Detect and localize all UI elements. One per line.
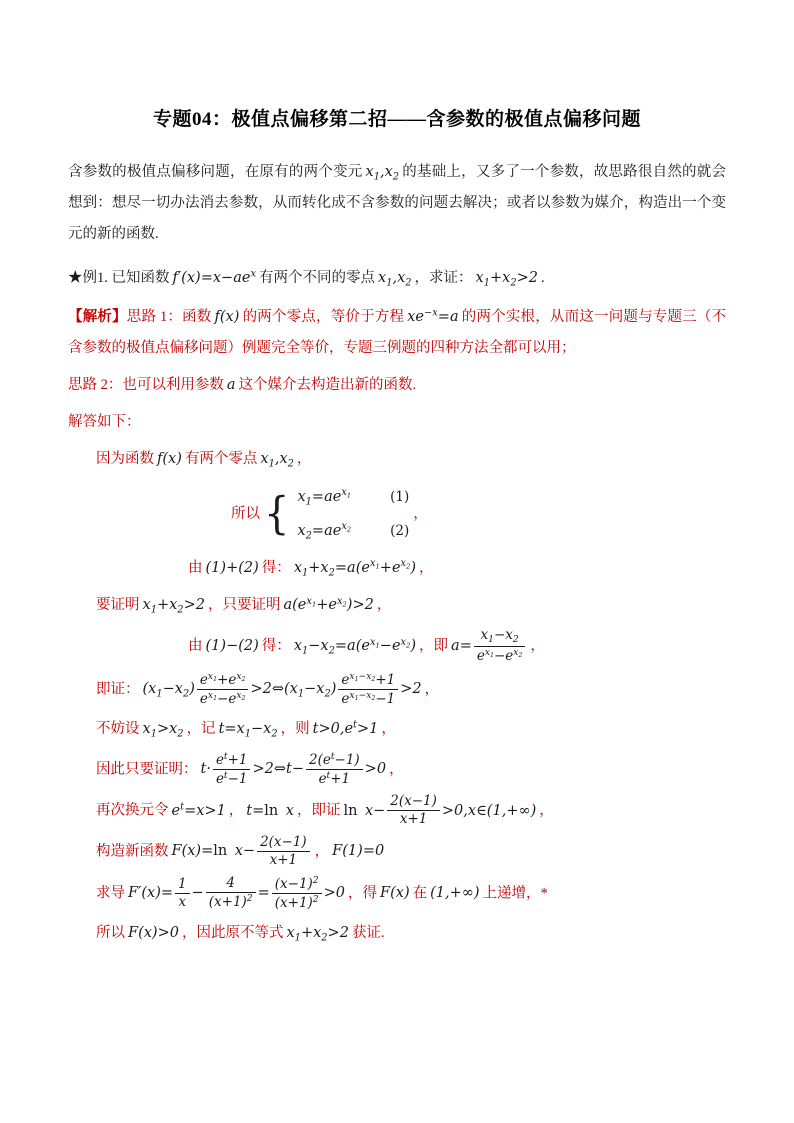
step-substitution-t <box>68 714 726 745</box>
superscript: x1 <box>207 689 218 702</box>
superscript: x1 <box>484 646 494 660</box>
denominator: x <box>175 893 190 911</box>
math-expression: F(x)=ln x− $\frac{2(x-1)}{x+1}$ <box>172 843 312 859</box>
equation-row <box>294 482 409 513</box>
subscript: 1 <box>375 562 380 571</box>
math-expression: a <box>226 377 236 394</box>
chinese-text: ， <box>376 597 392 614</box>
subscript: 1 <box>354 694 359 702</box>
chinese-text: 再次换元令 <box>96 802 169 819</box>
subscript: 2 <box>371 675 376 683</box>
math-expression: (1)+(2) <box>205 559 259 576</box>
step-add-equations <box>68 553 726 584</box>
ln-operator: ln <box>343 802 361 819</box>
analysis-label: 【解析】 <box>68 308 127 325</box>
step-subtract-equations <box>68 627 726 665</box>
superscript: x2 <box>341 521 352 534</box>
chinese-text: 不妨设 <box>96 720 140 737</box>
subscript: 2 <box>305 530 312 542</box>
chinese-text: 构造新函数 <box>96 843 169 860</box>
fraction <box>197 671 249 708</box>
math-expression: (1,+∞) <box>430 885 480 902</box>
superscript: x1 <box>369 558 380 571</box>
numerator: 2(x−1) <box>260 834 307 851</box>
equation-number: (1) <box>390 488 410 505</box>
equation-number: (2) <box>390 522 410 539</box>
subscript: 1 <box>213 694 218 702</box>
denominator: x+1 <box>257 851 310 869</box>
subscript: 1 <box>483 276 490 288</box>
chinese-text: 在 <box>412 885 428 902</box>
math-expression: $x_1=ae^{x_1}$ <box>297 487 352 507</box>
math-expression: $x_2=ae^{x_2}$ <box>297 521 352 542</box>
subscript: 1 <box>311 599 317 608</box>
math-expression: $a(e^{x_1}+e^{x_2})>2$ <box>283 595 374 614</box>
chinese-text: ，得 <box>348 885 378 902</box>
chinese-text: ， <box>530 638 545 654</box>
chinese-text: 即证： <box>96 681 140 698</box>
math-expression: $x_1+x_2>2$ <box>286 924 349 943</box>
subscript: 1 <box>213 675 218 683</box>
math-expression: $t>0,e^t>1$ <box>312 719 379 737</box>
fraction <box>206 875 256 911</box>
step-equivalent-inequality <box>68 671 726 708</box>
subscript: 2 <box>324 688 331 700</box>
chinese-text: ，即 <box>419 638 449 654</box>
math-expression: $x_1,x_2$ <box>365 164 400 183</box>
ln-operator: ln <box>264 802 282 819</box>
chinese-text: ，记 <box>186 720 216 737</box>
math-expression: f(x) <box>214 308 240 325</box>
subscript: 2 <box>241 675 246 683</box>
subscript: 1 <box>150 604 157 616</box>
denominator: $e^t+1$ <box>306 769 363 788</box>
step-because-zeros <box>68 444 726 475</box>
fraction <box>306 751 363 788</box>
superscript: x2 <box>236 689 246 702</box>
chinese-text: ， <box>389 761 404 778</box>
equation-rows <box>294 482 409 547</box>
subscript: 2 <box>405 276 412 288</box>
equation-system <box>264 482 409 547</box>
subscript: 2 <box>241 694 246 702</box>
chinese-text: . <box>540 269 545 286</box>
superscript: x2 <box>400 636 411 649</box>
step-substitution-x <box>68 793 726 828</box>
superscript: x1−x2 <box>349 670 376 683</box>
chinese-text: 因此只要证明： <box>96 761 198 778</box>
subscript: 1 <box>294 932 301 943</box>
equation-row <box>294 516 409 547</box>
chinese-text: 要证明 <box>96 597 140 614</box>
chinese-text: ， <box>413 505 428 522</box>
math-expression: F(1)=0 <box>332 843 385 860</box>
chinese-text: 解答如下： <box>68 414 141 431</box>
chinese-text: 得： <box>261 638 291 654</box>
subscript: 2 <box>510 276 517 288</box>
chinese-text: 获证. <box>351 924 385 941</box>
ln-operator: ln <box>213 843 231 860</box>
subscript: 1 <box>302 645 309 657</box>
subscript: 1 <box>373 171 380 183</box>
subscript: 2 <box>371 694 376 702</box>
subscript: 1 <box>302 567 309 579</box>
chinese-text: ， <box>296 451 312 468</box>
math-expression: t· $\frac{e^t+1}{e^t-1}$ >2⇔t− $\frac{2(e^t-1)}{e^t+1}$ >0 <box>200 750 387 787</box>
denominator: $e^{x_1-x_2}-1$ <box>338 689 398 708</box>
step-conclusion <box>68 918 726 949</box>
subscript: 2 <box>518 652 523 660</box>
math-expression: $x_1,x_2$ <box>260 451 294 470</box>
chinese-text: 思路 1：函数 <box>126 308 212 325</box>
math-expression: F(x)>0 <box>128 924 179 941</box>
chinese-text: ，求证： <box>414 269 473 286</box>
chinese-text: ， <box>381 720 396 737</box>
numerator: $2(e^t-1)$ <box>309 750 360 768</box>
subscript: 1 <box>375 640 380 649</box>
superscript: t <box>326 769 331 781</box>
superscript: t <box>353 719 357 731</box>
page-title: 专题04：极值点偏移第二招——含参数的极值点偏移问题 <box>152 109 641 130</box>
chinese-text: 求导 <box>96 885 125 902</box>
superscript: x1 <box>341 487 352 500</box>
fraction <box>272 875 322 912</box>
subscript: 1 <box>490 652 494 660</box>
chinese-text: ，则 <box>280 720 310 737</box>
chinese-text: ★例1. 已知函数 <box>68 269 170 286</box>
superscript: x1 <box>369 636 380 649</box>
superscript: x1 <box>306 595 317 608</box>
superscript: 2 <box>312 874 319 886</box>
numerator: 4 <box>226 875 235 892</box>
solution-heading <box>68 407 726 438</box>
subscript: 1 <box>268 458 275 470</box>
subscript: 2 <box>328 567 335 579</box>
math-expression: a= $\frac{x_1-x_2}{e^{x_1}-e^{x_2}}$ <box>451 638 527 654</box>
math-expression: $e^t=x>1$ <box>171 801 226 819</box>
superscript: 2 <box>312 893 319 905</box>
step-prove-t-inequality <box>68 751 726 788</box>
denominator: $(x+1)^2$ <box>272 893 322 912</box>
chinese-text: 的两个实根，从而这一问题与专题三（不含参数的极值点偏移问题）例题完全等价，专题三例题的四种方法全都可以用； <box>68 308 727 356</box>
chinese-text: ，即证 <box>296 802 341 819</box>
chinese-text: 由 <box>188 638 203 654</box>
chinese-text: 有两个不同的零点 <box>259 269 376 286</box>
subscript: 1 <box>150 727 157 739</box>
step-need-to-prove <box>68 590 726 621</box>
subscript: 2 <box>177 604 184 616</box>
superscript: t <box>180 801 185 813</box>
chinese-text: 上递增，* <box>482 885 548 902</box>
chinese-text: ， <box>539 802 554 819</box>
denominator: x+1 <box>387 810 440 828</box>
math-expression: $x_1+x_2=a(e^{x_1}+e^{x_2})$ <box>293 558 417 579</box>
subscript: 2 <box>271 727 278 739</box>
subscript: 1 <box>488 634 494 646</box>
math-expression: ln x− $\frac{2(x-1)}{x+1}$ >0,x∈(1,+∞) <box>343 793 537 828</box>
denominator: $e^{x_1}-e^{x_2}$ <box>197 689 249 708</box>
denominator: $e^t-1$ <box>213 769 251 788</box>
numerator: 2(x−1) <box>390 793 437 810</box>
subscript: 2 <box>287 458 294 470</box>
math-expression: $x_1>x_2$ <box>142 720 184 739</box>
subscript: 2 <box>342 599 347 608</box>
subscript: 1 <box>386 276 393 288</box>
chinese-text: 的两个零点，等价于方程 <box>242 308 405 325</box>
math-expression: F(x) <box>380 885 410 902</box>
superscript: x1−x2 <box>349 689 376 702</box>
subscript: 1 <box>346 491 352 500</box>
math-expression: $(x_1-x_2)$ $\frac{e^{x_1}+e^{x_2}}{e^{x_1}-e^{x_2}}$ $>2\Leftrightarrow(x_1-x_2)$ $\frac{e^{x_1-x_2}+1}{e^{x_1-x_2}-1}$ >2 <box>142 670 422 707</box>
denominator: $e^{x_1}-e^{x_2}$ <box>474 646 526 665</box>
fraction <box>338 671 398 708</box>
subscript: 2 <box>328 645 335 657</box>
superscript: x2 <box>336 595 347 608</box>
superscript: t <box>223 750 228 762</box>
subscript: 2 <box>406 562 411 571</box>
chinese-text: 思路 2：也可以利用参数 <box>68 377 224 394</box>
subscript: 2 <box>512 634 519 646</box>
math-expression: $x_1,x_2$ <box>378 269 412 288</box>
chinese-text: 含参数的极值点偏移问题，在原有的两个变元 <box>68 164 363 180</box>
subscript: 2 <box>346 525 352 534</box>
math-expression: $x_1+x_2>2$ <box>142 597 205 616</box>
subscript: 2 <box>321 932 328 943</box>
step-derivative <box>68 875 726 912</box>
chinese-text: 得： <box>261 559 291 576</box>
step-construct-function <box>68 834 726 869</box>
chinese-text: 所以 <box>96 924 125 941</box>
superscript: x <box>250 268 257 280</box>
math-expression: $x_1+x_2>2$ <box>475 269 538 288</box>
example-1-statement <box>68 263 726 294</box>
superscript: 2 <box>246 893 253 905</box>
math-expression: $x_1-x_2=a(e^{x_1}-e^{x_2})$ <box>293 636 417 657</box>
math-expression: F′(x)= $\frac{1}{x}$ − $\frac{4}{(x+1)^2}$ = $\frac{(x-1)^2}{(x+1)^2}$ >0 <box>128 874 346 911</box>
chinese-text: 这个媒介去构造出新的函数. <box>238 377 417 394</box>
fraction <box>175 876 190 911</box>
analysis-idea-1 <box>68 302 726 364</box>
chinese-text: ， <box>228 802 244 819</box>
subscript: 1 <box>156 688 163 700</box>
numerator: $e^{x_1-x_2}+1$ <box>341 670 396 688</box>
math-expression: $t=x_1-x_2$ <box>218 720 278 739</box>
chinese-text: 有两个零点 <box>184 451 258 468</box>
math-expression: t=ln x <box>246 802 294 819</box>
subscript: 1 <box>354 675 359 683</box>
chinese-text: ， <box>424 681 440 698</box>
superscript: x2 <box>513 646 523 660</box>
fraction <box>213 751 251 788</box>
chinese-text: 所以 <box>231 505 260 522</box>
analysis-idea-2 <box>68 370 726 401</box>
subscript: 2 <box>182 688 190 700</box>
subscript: 2 <box>406 640 411 649</box>
superscript: x2 <box>236 670 246 683</box>
chinese-text: ，因此原不等式 <box>181 924 284 941</box>
fraction <box>474 627 526 665</box>
chinese-text: ， <box>314 843 330 860</box>
math-expression: $xe^{-x}=a$ <box>407 307 459 325</box>
intro-paragraph <box>68 157 726 251</box>
math-expression: f(x) <box>157 451 182 468</box>
superscript: x1 <box>207 670 218 683</box>
numerator: $(x-1)^2$ <box>274 874 319 892</box>
superscript: x2 <box>400 558 411 571</box>
chinese-text: 由 <box>188 559 203 576</box>
numerator: $x_1-x_2$ <box>480 627 519 646</box>
subscript: 1 <box>297 688 305 700</box>
superscript: t <box>330 750 335 762</box>
numerator: $e^{x_1}+e^{x_2}$ <box>199 670 246 688</box>
step-equation-system <box>68 482 726 547</box>
chinese-text: 的基础上，又多了一个参数，故思路很自然的就会想到：想尽一切办法消去参数，从而转化成不含参数的问题去解决；或者以参数为媒介，构造出一个变元的新的函数. <box>68 164 726 243</box>
document-content <box>68 157 726 949</box>
math-expression: $f'(x)=x-ae^x$ <box>172 268 257 286</box>
subscript: 2 <box>177 727 184 739</box>
denominator: $(x+1)^2$ <box>206 892 256 911</box>
numerator: $e^t+1$ <box>215 750 248 768</box>
subscript: 1 <box>305 495 312 507</box>
superscript: t <box>223 769 228 781</box>
math-expression: (1)−(2) <box>205 638 259 654</box>
subscript: 1 <box>244 727 251 739</box>
fraction <box>257 834 310 869</box>
subscript: 2 <box>392 171 400 183</box>
fraction <box>387 793 440 828</box>
left-brace: { <box>264 488 290 540</box>
numerator: 1 <box>178 875 187 892</box>
superscript: −x <box>423 307 438 319</box>
chinese-text: 因为函数 <box>96 451 154 468</box>
chinese-text: ， <box>419 559 434 576</box>
chinese-text: ，只要证明 <box>207 597 281 614</box>
